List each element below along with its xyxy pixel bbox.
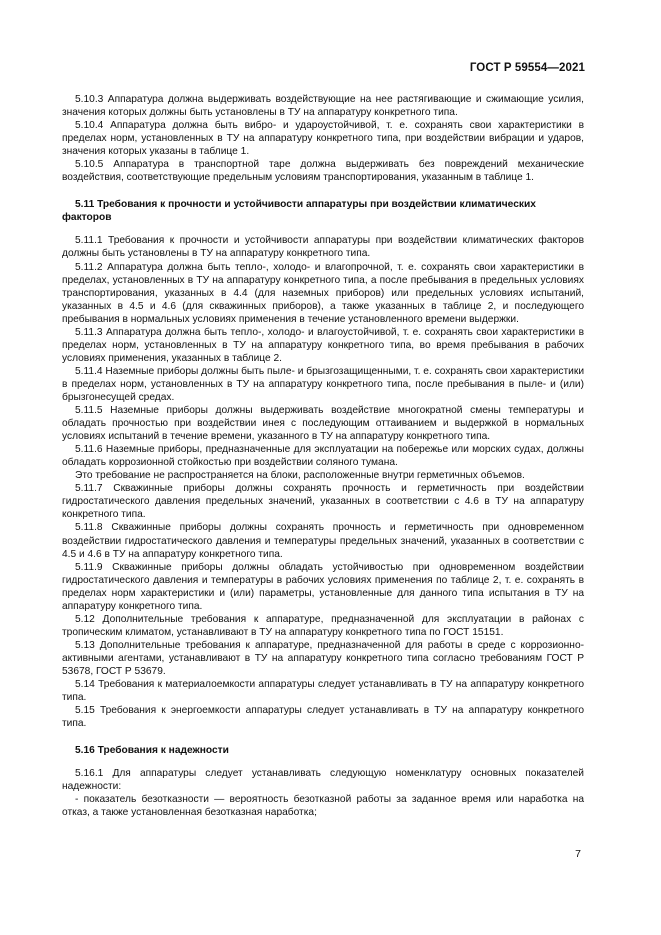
paragraph-5-11-4: 5.11.4 Наземные приборы должны быть пыле- и брызгозащищенными, т. е. сохранять свои характеристики в пределах норм, установленных в ТУ на аппаратуру конкретного типа, после пребывания в пыле- и (или) брызгонесущей средах. xyxy=(62,365,585,403)
paragraph-5-13: 5.13 Дополнительные требования к аппаратуре, предназначенной для работы в среде с коррозионно-активными агентами, устанавливают в ТУ на аппаратуру конкретного типа согласно требованиям ГОСТ Р 53678, ГОСТ Р 53679. xyxy=(62,639,584,677)
paragraph-5-14: 5.14 Требования к материалоемкости аппаратуры следует устанавливать в ТУ на аппаратуру конкретного типа. xyxy=(62,679,584,704)
page-number: 7 xyxy=(575,848,581,860)
standard-header: ГОСТ Р 59554—2021 xyxy=(469,62,585,74)
paragraph-5-11-8: 5.11.8 Скважинные приборы должны сохранять прочность и герметичность при одновременном воздействии гидростатического давления и температуры предельных значений, указанных в соответствии с 4.5 и 4.6 в ТУ на аппаратуру конкретного типа. xyxy=(62,522,584,560)
section-heading-5-11: 5.11 Требования к прочности и устойчивости аппаратуры при воздействии климатических факторов xyxy=(62,199,536,224)
paragraph-5-11-2: 5.11.2 Аппаратура должна быть тепло-, холодо- и влагопрочной, т. е. сохранять свои характеристики в пределах, установленных в ТУ на аппаратуру конкретного типа, а после пребывания в предельных условиях транспортирования, указанных в 4.4 (для наземных приборов) или предельных условиях испытаний, указанных в 4.5 и 4.6 (для скважинных приборов), а также указанных в таблице 2, и последующего пребывания в нормальных условиях применения в течение установленного времени выдержки. xyxy=(62,261,584,325)
paragraph-5-11-9: 5.11.9 Скважинные приборы должны обладать устойчивостью при одновременном воздействии гидростатического давления и температуры в рабочих условиях применения по таблице 2, т. е. сохранять в пределах норм характеристики и (или) параметры, установленные для данного типа испытания в ТУ на аппаратуру конкретного типа. xyxy=(62,561,584,612)
paragraph-5-15: 5.15 Требования к энергоемкости аппаратуры следует устанавливать в ТУ на аппаратуру конкретного типа. xyxy=(62,705,584,730)
document-body xyxy=(62,93,584,819)
list-item-reliability-indicator: - показатель безотказности — вероятность безотказной работы за заданное время или наработка на отказ, а также установленная безотказная наработка; xyxy=(62,794,584,819)
paragraph-5-11-3: 5.11.3 Аппаратура должна быть тепло-, холодо- и влагоустойчивой, т. е. сохранять свои характеристики в пределах норм, установленных в ТУ на аппаратуру конкретного типа, во время пребывания в рабочих условиях применения, указанных в таблице 2. xyxy=(62,326,584,364)
paragraph-5-11-1: 5.11.1 Требования к прочности и устойчивости аппаратуры при воздействии климатических факторов должны быть установлены в ТУ на аппаратуру конкретного типа. xyxy=(62,235,584,260)
paragraph-5-10-3: 5.10.3 Аппаратура должна выдерживать воздействующие на нее растягивающие и сжимающие усилия, значения которых должны быть установлены в ТУ на аппаратуру конкретного типа. xyxy=(62,94,584,119)
paragraph-5-11-6: 5.11.6 Наземные приборы, предназначенные для эксплуатации на побережье или морских судах, должны обладать коррозионной стойкостью при воздействии соляного тумана. xyxy=(62,444,584,469)
paragraph-5-11-5: 5.11.5 Наземные приборы должны выдерживать воздействие многократной смены температуры и обладать прочностью при воздействии инея с последующим оттаиванием и выдержкой в нормальных условиях испытаний в течение времени, указанного в ТУ на аппаратуру конкретного типа. xyxy=(62,405,584,443)
paragraph-5-11-7: 5.11.7 Скважинные приборы должны сохранять прочность и герметичность при воздействии гидростатического давления предельных значений, указанных в соответствии с 4.6 в ТУ на аппаратуру конкретного типа. xyxy=(62,483,584,521)
paragraph-5-10-5: 5.10.5 Аппаратура в транспортной таре должна выдерживать без повреждений механические воздействия, соответствующие предельным условиям транспортирования, указанным в таблице 1. xyxy=(62,159,584,184)
paragraph-5-12: 5.12 Дополнительные требования к аппаратуре, предназначенной для эксплуатации в районах с тропическим климатом, устанавливают в ТУ на аппаратуру конкретного типа по ГОСТ 15151. xyxy=(62,613,584,638)
paragraph-5-10-4: 5.10.4 Аппаратура должна быть вибро- и удароустойчивой, т. е. сохранять свои характеристики в пределах норм, установленных в ТУ на аппаратуру конкретного типа, при воздействии вибрации и ударов, значения которых указаны в таблице 1. xyxy=(62,120,584,158)
paragraph-5-11-6-note: Это требование не распространяется на блоки, расположенные внутри герметичных объемов. xyxy=(75,470,525,482)
section-heading-5-16: 5.16 Требования к надежности xyxy=(75,745,229,757)
paragraph-5-16-1: 5.16.1 Для аппаратуры следует устанавливать следующую номенклатуру основных показателей надежности: xyxy=(62,768,584,793)
